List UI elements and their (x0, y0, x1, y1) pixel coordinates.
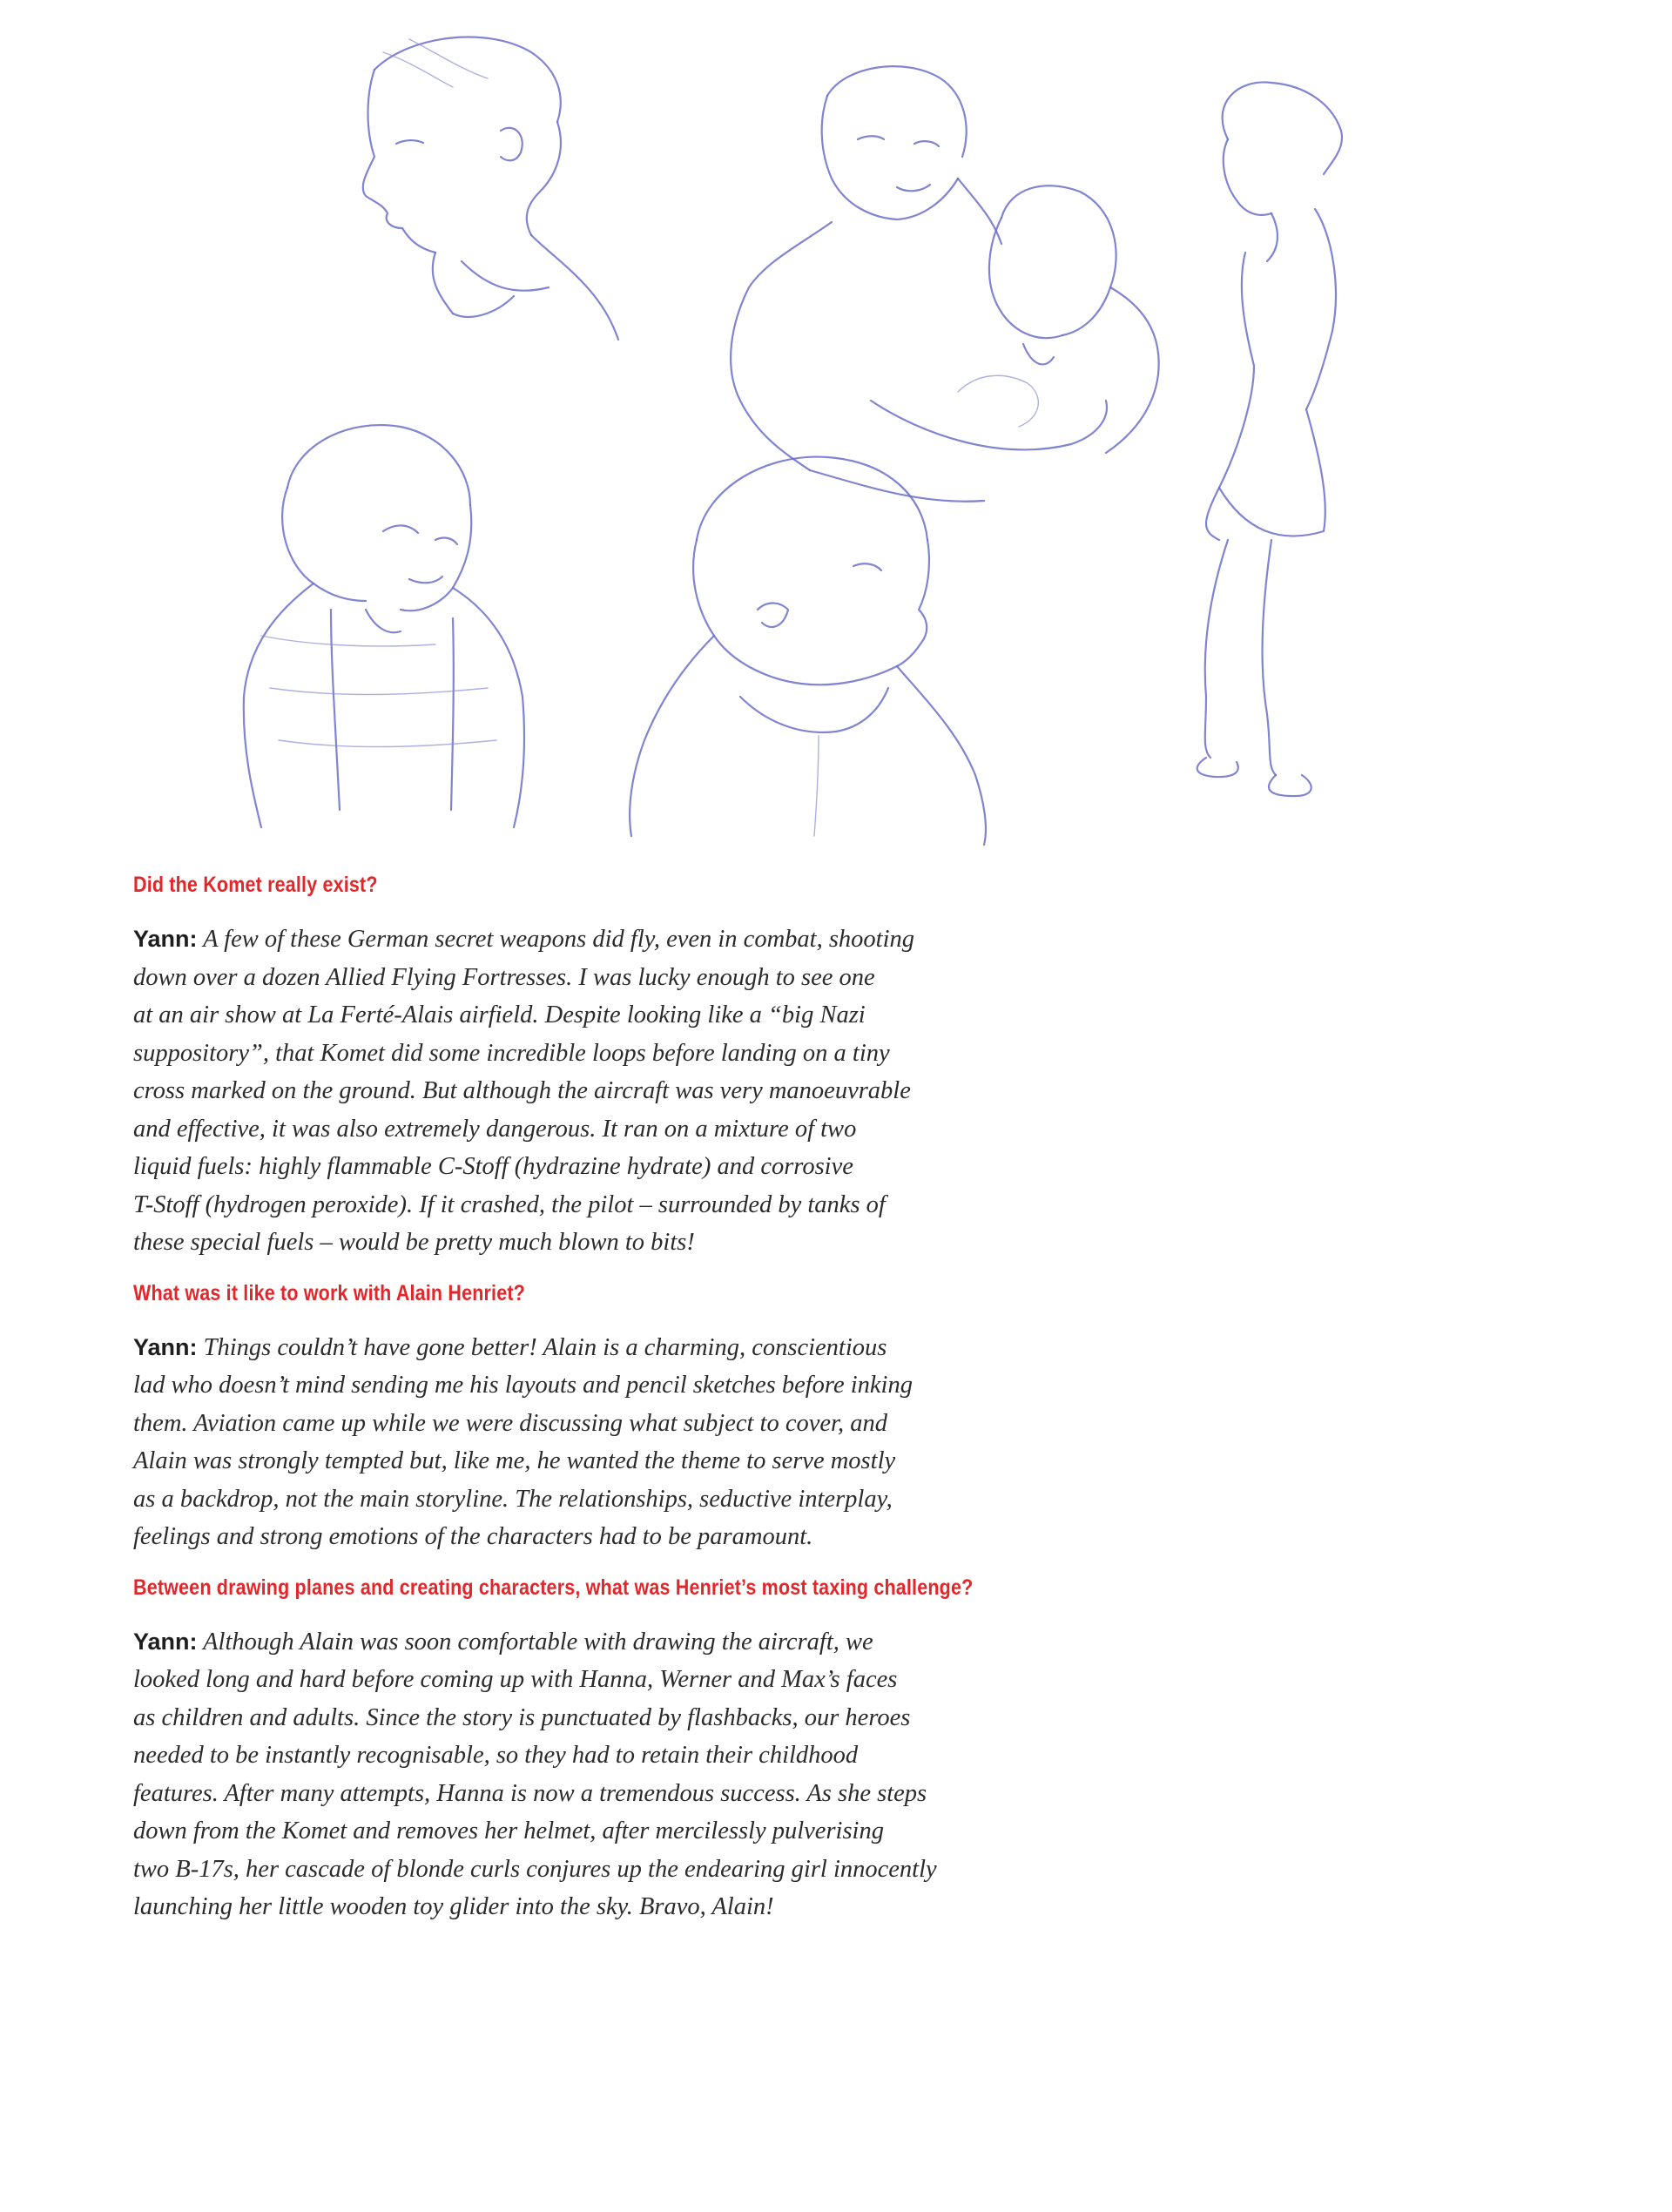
answer-text: A few of these German secret weapons did fly, even in combat, shooting (203, 926, 915, 953)
answer-text: Things couldn’t have gone better! Alain is a charming, conscientious (203, 1333, 887, 1361)
answer-line: feelings and strong emotions of the characters had to be paramount. (133, 1523, 813, 1550)
answer-paragraph (133, 1623, 1048, 1926)
interview-section-komet (133, 873, 1048, 1262)
sketch-boy-looking-down (630, 457, 986, 845)
speaker-label: Yann: (133, 926, 198, 952)
answer-line-first (133, 1623, 1048, 1662)
answer-line: them. Aviation came up while we were discussing what subject to cover, and (133, 1409, 887, 1437)
interview-section-challenge (133, 1575, 1048, 1926)
answer-line: and effective, it was also extremely dangerous. It ran on a mixture of two (133, 1115, 857, 1143)
question-heading: Did the Komet really exist? (133, 873, 378, 897)
answer-text: Although Alain was soon comfortable with drawing the aircraft, we (203, 1628, 873, 1656)
answer-paragraph (133, 921, 1048, 1262)
answer-line: needed to be instantly recognisable, so they had to retain their childhood (133, 1742, 859, 1769)
interview-section-alain-henriet (133, 1281, 1048, 1556)
answer-line: lad who doesn’t mind sending me his layouts and pencil sketches before inking (133, 1372, 913, 1399)
answer-line: these special fuels – would be pretty much blown to bits! (133, 1229, 695, 1256)
answer-line: Alain was strongly tempted but, like me, he wanted the theme to serve mostly (133, 1447, 896, 1474)
answer-line: two B-17s, her cascade of blonde curls conjures up the endearing girl innocently (133, 1855, 937, 1883)
interview-article (133, 873, 1048, 1946)
sketch-boy-suspenders (244, 425, 524, 827)
answer-line: as children and adults. Since the story is punctuated by flashbacks, our heroes (133, 1703, 911, 1731)
sketch-two-boys (731, 66, 1159, 502)
speaker-label: Yann: (133, 1333, 198, 1360)
answer-line: launching her little wooden toy glider into the sky. Bravo, Alain! (133, 1893, 774, 1920)
sketch-boy-profile (363, 37, 618, 340)
answer-paragraph (133, 1329, 1048, 1556)
answer-line: down over a dozen Allied Flying Fortresses. I was lucky enough to see one (133, 963, 875, 991)
answer-line: features. After many attempts, Hanna is now a tremendous success. As she steps (133, 1779, 927, 1807)
answer-line-first (133, 1329, 1048, 1367)
answer-line: looked long and hard before coming up with Hanna, Werner and Max’s faces (133, 1666, 898, 1693)
speaker-label: Yann: (133, 1628, 198, 1655)
answer-line: down from the Komet and removes her helmet, after mercilessly pulverising (133, 1817, 884, 1844)
answer-line: liquid fuels: highly flammable C-Stoff (hydrazine hydrate) and corrosive (133, 1153, 853, 1180)
answer-line: T-Stoff (hydrogen peroxide). If it crashed, the pilot – surrounded by tanks of (133, 1190, 886, 1218)
answer-line: cross marked on the ground. But although the aircraft was very manoeuvrable (133, 1077, 911, 1104)
question-heading: Between drawing planes and creating characters, what was Henriet’s most taxing challenge? (133, 1575, 974, 1600)
answer-line: suppository”, that Komet did some incredible loops before landing on a tiny (133, 1039, 890, 1067)
answer-line: at an air show at La Ferté-Alais airfield. Despite looking like a “big Nazi (133, 1001, 866, 1028)
question-heading: What was it like to work with Alain Henriet? (133, 1280, 525, 1305)
sketch-girl-standing (1197, 82, 1342, 796)
answer-line: as a backdrop, not the main storyline. The relationships, seductive interplay, (133, 1485, 893, 1513)
character-sketches-illustration (0, 0, 1672, 862)
answer-line-first (133, 921, 1048, 959)
